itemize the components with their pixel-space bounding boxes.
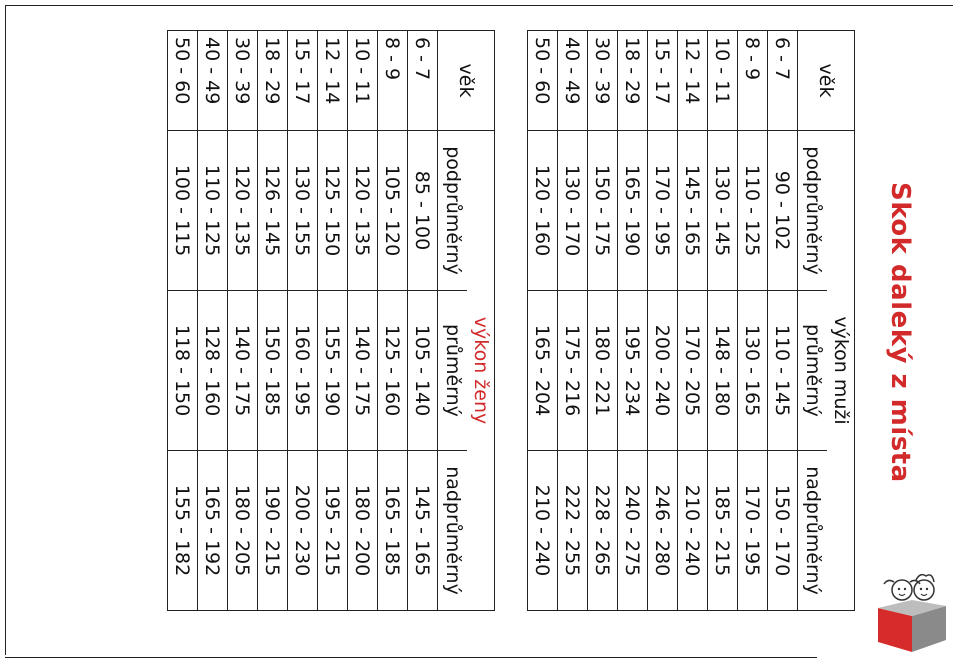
table-row <box>288 31 318 611</box>
below-average-cell: 150 - 175 <box>588 131 618 291</box>
table-row <box>168 31 198 611</box>
below-average-cell: 130 - 170 <box>558 131 588 291</box>
column-header-above: nadprůměrný <box>438 451 468 611</box>
men-table <box>527 30 855 611</box>
age-cell: 15 - 17 <box>288 31 318 131</box>
average-cell: 170 - 205 <box>678 291 708 451</box>
table-row <box>618 31 648 611</box>
age-cell: 8 - 9 <box>738 31 768 131</box>
average-cell: 128 - 160 <box>198 291 228 451</box>
table-row <box>528 31 558 611</box>
age-cell: 8 - 9 <box>378 31 408 131</box>
above-average-cell: 210 - 240 <box>528 451 558 611</box>
age-cell: 30 - 39 <box>588 31 618 131</box>
table-row <box>708 31 738 611</box>
men-table-body <box>528 31 798 611</box>
average-cell: 140 - 175 <box>348 291 378 451</box>
table-row <box>228 31 258 611</box>
table-row <box>738 31 768 611</box>
below-average-cell: 130 - 145 <box>708 131 738 291</box>
above-average-cell: 170 - 195 <box>738 451 768 611</box>
average-cell: 195 - 234 <box>618 291 648 451</box>
table-row <box>768 31 798 611</box>
column-header-average: průměrný <box>798 291 828 451</box>
below-average-cell: 110 - 125 <box>738 131 768 291</box>
table-row <box>348 31 378 611</box>
below-average-cell: 105 - 120 <box>378 131 408 291</box>
age-cell: 12 - 14 <box>318 31 348 131</box>
below-average-cell: 120 - 160 <box>528 131 558 291</box>
table-row <box>378 31 408 611</box>
below-average-cell: 125 - 150 <box>318 131 348 291</box>
above-average-cell: 190 - 215 <box>258 451 288 611</box>
average-cell: 140 - 175 <box>228 291 258 451</box>
table-row <box>588 31 618 611</box>
above-average-cell: 246 - 280 <box>648 451 678 611</box>
average-cell: 180 - 221 <box>588 291 618 451</box>
age-cell: 6 - 7 <box>768 31 798 131</box>
average-cell: 175 - 216 <box>558 291 588 451</box>
average-cell: 118 - 150 <box>168 291 198 451</box>
above-average-cell: 240 - 275 <box>618 451 648 611</box>
page-title: Skok daleký z místa <box>885 182 915 483</box>
above-average-cell: 180 - 205 <box>228 451 258 611</box>
book-children-logo-icon <box>872 570 952 654</box>
average-cell: 165 - 204 <box>528 291 558 451</box>
men-group-header: výkon muži <box>827 131 854 611</box>
age-cell: 15 - 17 <box>648 31 678 131</box>
above-average-cell: 222 - 255 <box>558 451 588 611</box>
above-average-cell: 150 - 170 <box>768 451 798 611</box>
above-average-cell: 228 - 265 <box>588 451 618 611</box>
table-row <box>648 31 678 611</box>
age-cell: 50 - 60 <box>528 31 558 131</box>
column-header-below: podprůměrný <box>798 131 828 291</box>
below-average-cell: 130 - 155 <box>288 131 318 291</box>
age-cell: 18 - 29 <box>618 31 648 131</box>
above-average-cell: 165 - 185 <box>378 451 408 611</box>
above-average-cell: 195 - 215 <box>318 451 348 611</box>
above-average-cell: 185 - 215 <box>708 451 738 611</box>
above-average-cell: 200 - 230 <box>288 451 318 611</box>
table-row <box>408 31 438 611</box>
below-average-cell: 170 - 195 <box>648 131 678 291</box>
average-cell: 125 - 160 <box>378 291 408 451</box>
column-header-above: nadprůměrný <box>798 451 828 611</box>
page-border-bottom <box>5 657 817 658</box>
age-cell: 18 - 29 <box>258 31 288 131</box>
age-cell: 40 - 49 <box>558 31 588 131</box>
age-header: věk <box>798 31 855 131</box>
table-row <box>678 31 708 611</box>
table-row <box>258 31 288 611</box>
below-average-cell: 90 - 102 <box>768 131 798 291</box>
age-cell: 30 - 39 <box>228 31 258 131</box>
age-cell: 10 - 11 <box>348 31 378 131</box>
table-row <box>558 31 588 611</box>
average-cell: 130 - 165 <box>738 291 768 451</box>
average-cell: 200 - 240 <box>648 291 678 451</box>
age-cell: 50 - 60 <box>168 31 198 131</box>
above-average-cell: 210 - 240 <box>678 451 708 611</box>
below-average-cell: 85 - 100 <box>408 131 438 291</box>
average-cell: 155 - 190 <box>318 291 348 451</box>
average-cell: 148 - 180 <box>708 291 738 451</box>
age-cell: 6 - 7 <box>408 31 438 131</box>
average-cell: 105 - 140 <box>408 291 438 451</box>
below-average-cell: 120 - 135 <box>228 131 258 291</box>
above-average-cell: 145 - 165 <box>408 451 438 611</box>
age-cell: 40 - 49 <box>198 31 228 131</box>
women-group-header: výkon ženy <box>467 131 494 611</box>
above-average-cell: 155 - 182 <box>168 451 198 611</box>
average-cell: 110 - 145 <box>768 291 798 451</box>
average-cell: 150 - 185 <box>258 291 288 451</box>
rotated-document <box>55 30 955 640</box>
women-table-body <box>168 31 438 611</box>
below-average-cell: 126 - 145 <box>258 131 288 291</box>
below-average-cell: 100 - 115 <box>168 131 198 291</box>
below-average-cell: 145 - 165 <box>678 131 708 291</box>
average-cell: 160 - 195 <box>288 291 318 451</box>
women-table <box>167 30 495 611</box>
table-row <box>198 31 228 611</box>
age-cell: 12 - 14 <box>678 31 708 131</box>
below-average-cell: 120 - 135 <box>348 131 378 291</box>
above-average-cell: 165 - 192 <box>198 451 228 611</box>
age-cell: 10 - 11 <box>708 31 738 131</box>
column-header-average: průměrný <box>438 291 468 451</box>
above-average-cell: 180 - 200 <box>348 451 378 611</box>
age-header: věk <box>438 31 495 131</box>
below-average-cell: 165 - 190 <box>618 131 648 291</box>
below-average-cell: 110 - 125 <box>198 131 228 291</box>
column-header-below: podprůměrný <box>438 131 468 291</box>
table-row <box>318 31 348 611</box>
